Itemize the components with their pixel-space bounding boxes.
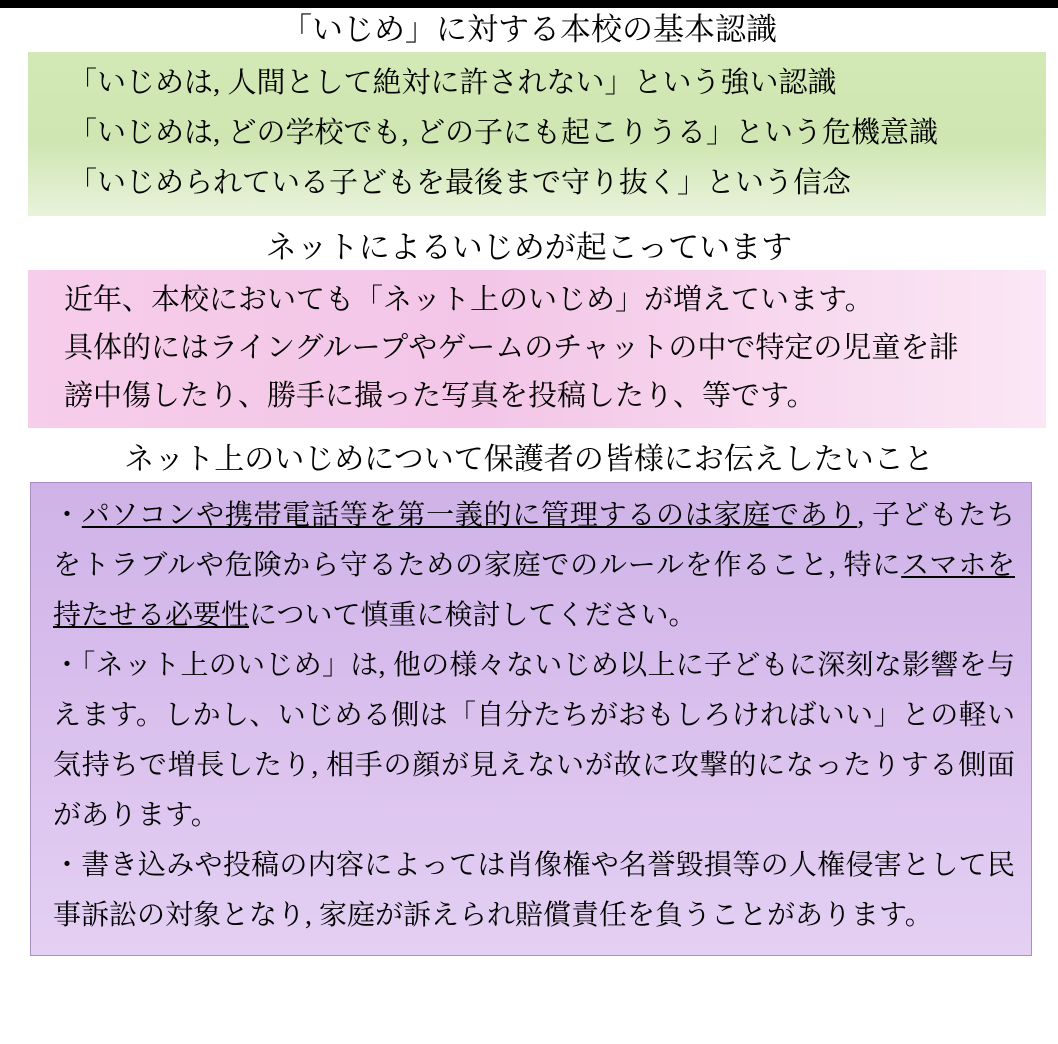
purple-content-box bbox=[30, 482, 1032, 956]
pink-box-line: 謗中傷したり、勝手に撮った写真を投稿したり、等です。 bbox=[64, 380, 816, 412]
pink-box-line: 具体的にはライングループやゲームのチャットの中で特定の児童を誹 bbox=[64, 332, 959, 364]
section-heading-net-ijime: ネットによるいじめが起こっています bbox=[265, 230, 793, 265]
section-heading-message-to-guardians: ネット上のいじめについて保護者の皆様にお伝えしたいこと bbox=[124, 443, 934, 476]
document-content bbox=[0, 8, 1058, 1006]
text-run: ・書き込みや投稿の内容によっては肖像権や名誉毀損等の人権侵害として民事訴訟の対象となり, 家庭が訴えられ賠償責任を負うことがあります。 bbox=[53, 850, 1015, 931]
section-net-ijime-occurring bbox=[0, 226, 1058, 428]
section-message-to-guardians bbox=[0, 438, 1058, 956]
purple-paragraph bbox=[31, 641, 1031, 841]
pink-content-box bbox=[28, 270, 1046, 428]
text-run: ・「ネット上のいじめ」は, 他の様々ないじめ以上に子どもに深刻な影響を与えます。しかし、いじめる側は「自分たちがおもしろければいい」との軽い気持ちで増長したり, 相手の顔が見えないが故に攻撃的になったりする側面があります。 bbox=[53, 650, 1015, 831]
section-basic-recognition bbox=[0, 8, 1058, 216]
pink-box-line: 近年、本校においても「ネット上のいじめ」が増えています。 bbox=[64, 284, 874, 316]
purple-paragraph bbox=[31, 491, 1031, 641]
purple-paragraph bbox=[31, 841, 1031, 941]
green-content-box bbox=[28, 52, 1046, 216]
bottom-spacer bbox=[0, 966, 1058, 1006]
top-black-bar bbox=[0, 0, 1058, 8]
section-heading-basic-recognition: 「いじめ」に対する本校の基本認識 bbox=[281, 12, 777, 47]
text-run: , 子どもたちをトラブルや危険から守るための家庭でのルールを作ること, 特に bbox=[53, 500, 1015, 581]
green-box-line: 「いじめられている子どもを最後まで守り抜く」という信念 bbox=[68, 167, 852, 199]
underlined-text-run: パソコンや携帯電話等を第一義的に管理するのは家庭であり bbox=[81, 500, 858, 531]
text-run: ・ bbox=[53, 500, 82, 531]
green-box-line: 「いじめは, どの学校でも, どの子にも起こりうる」という危機意識 bbox=[68, 117, 939, 149]
underlined-text-run: スマホを持たせる必要性 bbox=[53, 550, 1015, 631]
text-run: について慎重に検討してください。 bbox=[249, 600, 697, 631]
green-box-line: 「いじめは, 人間として絶対に許されない」という強い認識 bbox=[68, 67, 837, 99]
